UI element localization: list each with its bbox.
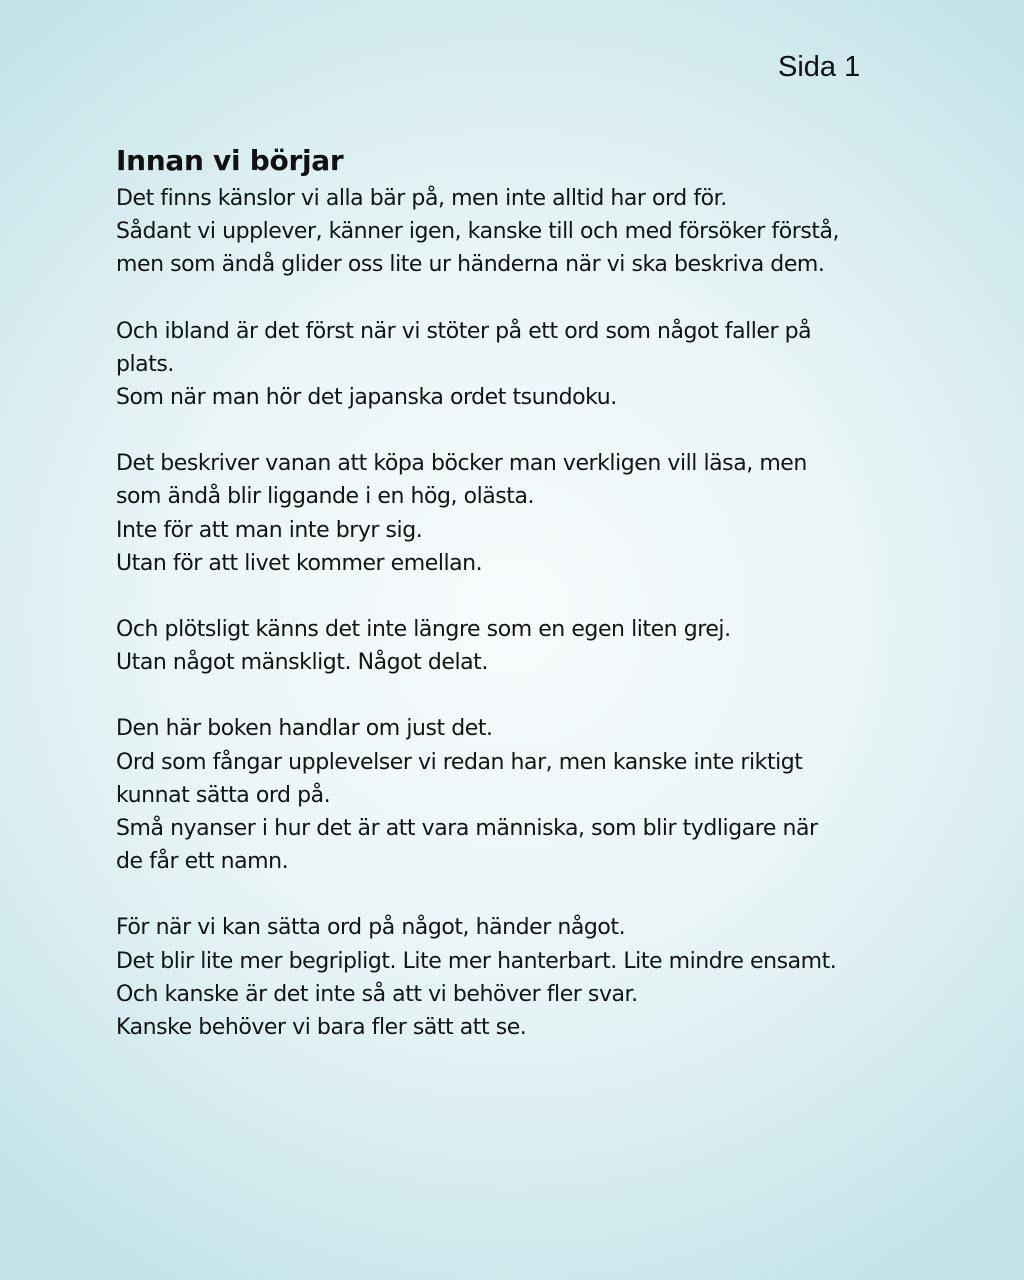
text-line: Sådant vi upplever, känner igen, kanske till och med försöker förstå, [116, 219, 840, 245]
paragraph [116, 911, 946, 1044]
paragraph [116, 613, 946, 679]
text-line: Och plötsligt känns det inte längre som en egen liten grej. [116, 617, 731, 643]
page-number: Sida 1 [778, 51, 861, 83]
text-line: Utan något mänskligt. Något delat. [116, 650, 488, 676]
text-line: kunnat sätta ord på. [116, 782, 331, 808]
text-line: som ändå blir liggande i en hög, olästa. [116, 484, 535, 510]
text-line: Det finns känslor vi alla bär på, men inte alltid har ord för. [116, 186, 727, 211]
section-title: Innan vi börjar [116, 144, 344, 177]
paragraph [116, 182, 946, 282]
text-line: Den här boken handlar om just det. [116, 716, 493, 742]
text-line: de får ett namn. [116, 849, 289, 875]
text-line: Det blir lite mer begripligt. Lite mer hanterbart. Lite mindre ensamt. [116, 948, 837, 974]
text-line: plats. [116, 351, 174, 377]
text-line: Och kanske är det inte så att vi behöver fler svar. [116, 981, 638, 1007]
text-line: Ord som fångar upplevelser vi redan har, men kanske inte riktigt [116, 749, 803, 775]
text-section [116, 140, 946, 1077]
paragraph [116, 315, 946, 415]
text-line: men som ändå glider oss lite ur händerna när vi ska beskriva dem. [116, 252, 825, 278]
text-line: Utan för att livet kommer emellan. [116, 550, 483, 576]
paragraph [116, 447, 946, 580]
text-line: För när vi kan sätta ord på något, händer något. [116, 915, 626, 941]
text-line: Det beskriver vanan att köpa böcker man verkligen vill läsa, men [116, 451, 807, 477]
text-line: Små nyanser i hur det är att vara människa, som blir tydligare när [116, 816, 818, 842]
text-line: Inte för att man inte bryr sig. [116, 517, 423, 543]
text-line: Kanske behöver vi bara fler sätt att se. [116, 1015, 527, 1041]
paragraph [116, 712, 946, 878]
text-line: Som när man hör det japanska ordet tsundoku. [116, 385, 617, 411]
text-line: Och ibland är det först när vi stöter på ett ord som något faller på [116, 318, 812, 344]
